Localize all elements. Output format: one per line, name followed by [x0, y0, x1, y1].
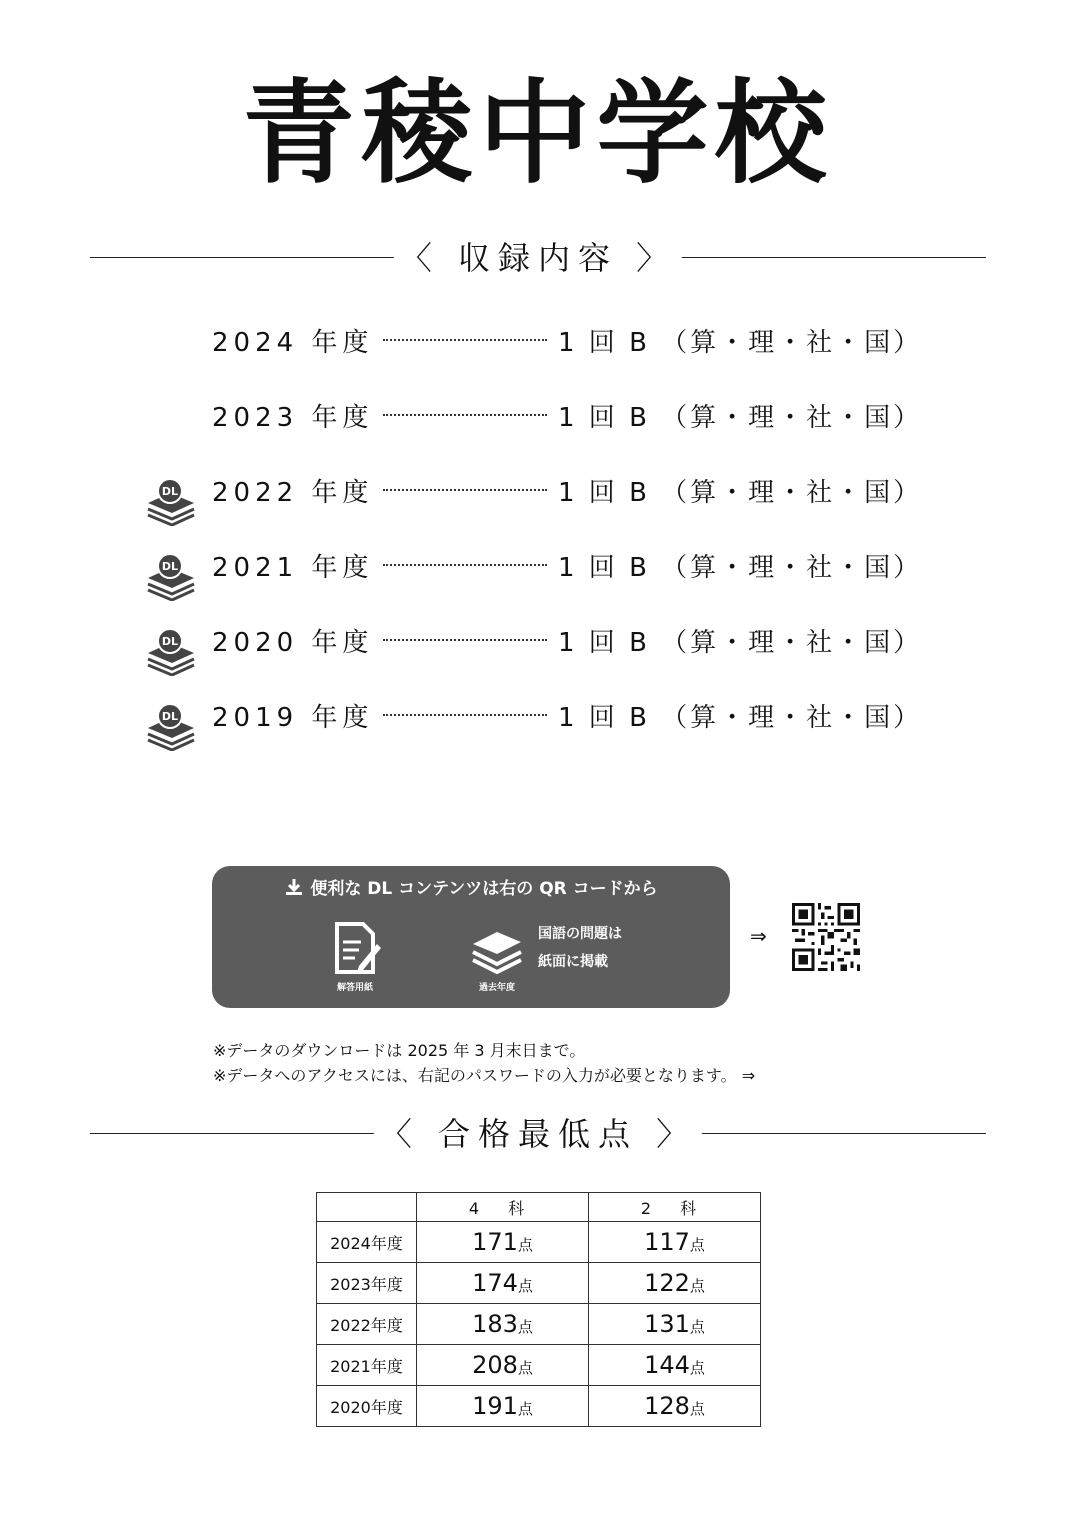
- table-row: [317, 1345, 761, 1386]
- score-two: 131点: [589, 1304, 761, 1345]
- footnotes: [213, 1038, 755, 1088]
- score-two: 144点: [589, 1345, 761, 1386]
- dl-books-icon: [142, 626, 198, 676]
- svg-text:DL: DL: [161, 635, 179, 648]
- content-exam: 1 回 B （算・理・社・国）: [558, 478, 923, 508]
- content-exam: 1 回 B （算・理・社・国）: [558, 628, 923, 658]
- header-empty: [317, 1193, 417, 1222]
- dot-leader: [383, 639, 547, 641]
- qr-arrow: ⇒: [750, 924, 767, 948]
- score-two: 117点: [589, 1222, 761, 1263]
- header-two-subjects: 2 科: [589, 1193, 761, 1222]
- footnote-download-deadline: ※データのダウンロードは 2025 年 3 月末日まで。: [213, 1041, 586, 1060]
- school-title: 青稜中学校: [242, 69, 833, 199]
- dot-leader: [383, 339, 547, 341]
- header-four-subjects: 4 科: [417, 1193, 589, 1222]
- table-row: [317, 1263, 761, 1304]
- content-year: 2019 年度: [212, 703, 374, 733]
- content-row: [140, 468, 923, 543]
- score-two: 122点: [589, 1263, 761, 1304]
- answer-sheet-item: [320, 920, 390, 993]
- score-four: 174点: [417, 1263, 589, 1304]
- dl-box-headline: [212, 874, 730, 899]
- dot-leader: [383, 489, 547, 491]
- content-row: [140, 543, 923, 618]
- content-exam: 1 回 B （算・理・社・国）: [558, 403, 923, 433]
- footnote-password: ※データへのアクセスには、右記のパスワードの入力が必要となります。 ⇒: [213, 1066, 756, 1085]
- past-years-item: [462, 918, 532, 993]
- dot-leader: [383, 564, 547, 566]
- books-icon: [467, 918, 527, 976]
- content-row: [140, 393, 923, 468]
- dl-box-note-line2: 紙面に掲載: [538, 954, 608, 970]
- content-row: [140, 693, 923, 768]
- passing-score-table: [316, 1192, 761, 1427]
- qr-code[interactable]: [792, 903, 860, 971]
- content-exam: 1 回 B （算・理・社・国）: [558, 328, 923, 358]
- dot-leader: [383, 714, 547, 716]
- past-years-label: 過去年度: [478, 983, 515, 993]
- score-four: 208点: [417, 1345, 589, 1386]
- score-four: 183点: [417, 1304, 589, 1345]
- row-year: 2024年度: [317, 1222, 417, 1263]
- score-two: 128点: [589, 1386, 761, 1427]
- content-year: 2020 年度: [212, 628, 374, 658]
- contents-list: [140, 318, 923, 768]
- dl-content-box: [212, 866, 730, 1008]
- table-row: [317, 1386, 761, 1427]
- dl-books-icon: [142, 476, 198, 526]
- answer-sheet-label: 解答用紙: [336, 983, 373, 993]
- scores-heading: [90, 1114, 986, 1154]
- dl-books-icon: [142, 701, 198, 751]
- svg-text:DL: DL: [161, 485, 179, 498]
- svg-text:DL: DL: [161, 560, 179, 573]
- dot-leader: [383, 414, 547, 416]
- dl-box-note: [538, 920, 622, 976]
- dl-box-note-line1: 国語の問題は: [538, 926, 622, 942]
- answer-sheet-icon: [329, 920, 381, 976]
- table-header-row: [317, 1193, 761, 1222]
- scores-heading-label: 〈 合格最低点 〉: [374, 1114, 702, 1154]
- content-year: 2023 年度: [212, 403, 374, 433]
- download-icon: [284, 877, 304, 897]
- table-row: [317, 1222, 761, 1263]
- row-year: 2023年度: [317, 1263, 417, 1304]
- row-year: 2020年度: [317, 1386, 417, 1427]
- row-year: 2022年度: [317, 1304, 417, 1345]
- svg-text:DL: DL: [161, 710, 179, 723]
- content-year: 2022 年度: [212, 478, 374, 508]
- table-row: [317, 1304, 761, 1345]
- dl-box-headline-text: 便利な DL コンテンツは右の QR コードから: [310, 879, 658, 899]
- score-four: 171点: [417, 1222, 589, 1263]
- content-row: [140, 618, 923, 693]
- dl-books-icon: [142, 551, 198, 601]
- content-year: 2021 年度: [212, 553, 374, 583]
- content-exam: 1 回 B （算・理・社・国）: [558, 703, 923, 733]
- contents-heading: [90, 238, 986, 278]
- content-exam: 1 回 B （算・理・社・国）: [558, 553, 923, 583]
- score-four: 191点: [417, 1386, 589, 1427]
- content-row: [140, 318, 923, 393]
- contents-heading-label: 〈 収録内容 〉: [394, 238, 682, 278]
- content-year: 2024 年度: [212, 328, 374, 358]
- row-year: 2021年度: [317, 1345, 417, 1386]
